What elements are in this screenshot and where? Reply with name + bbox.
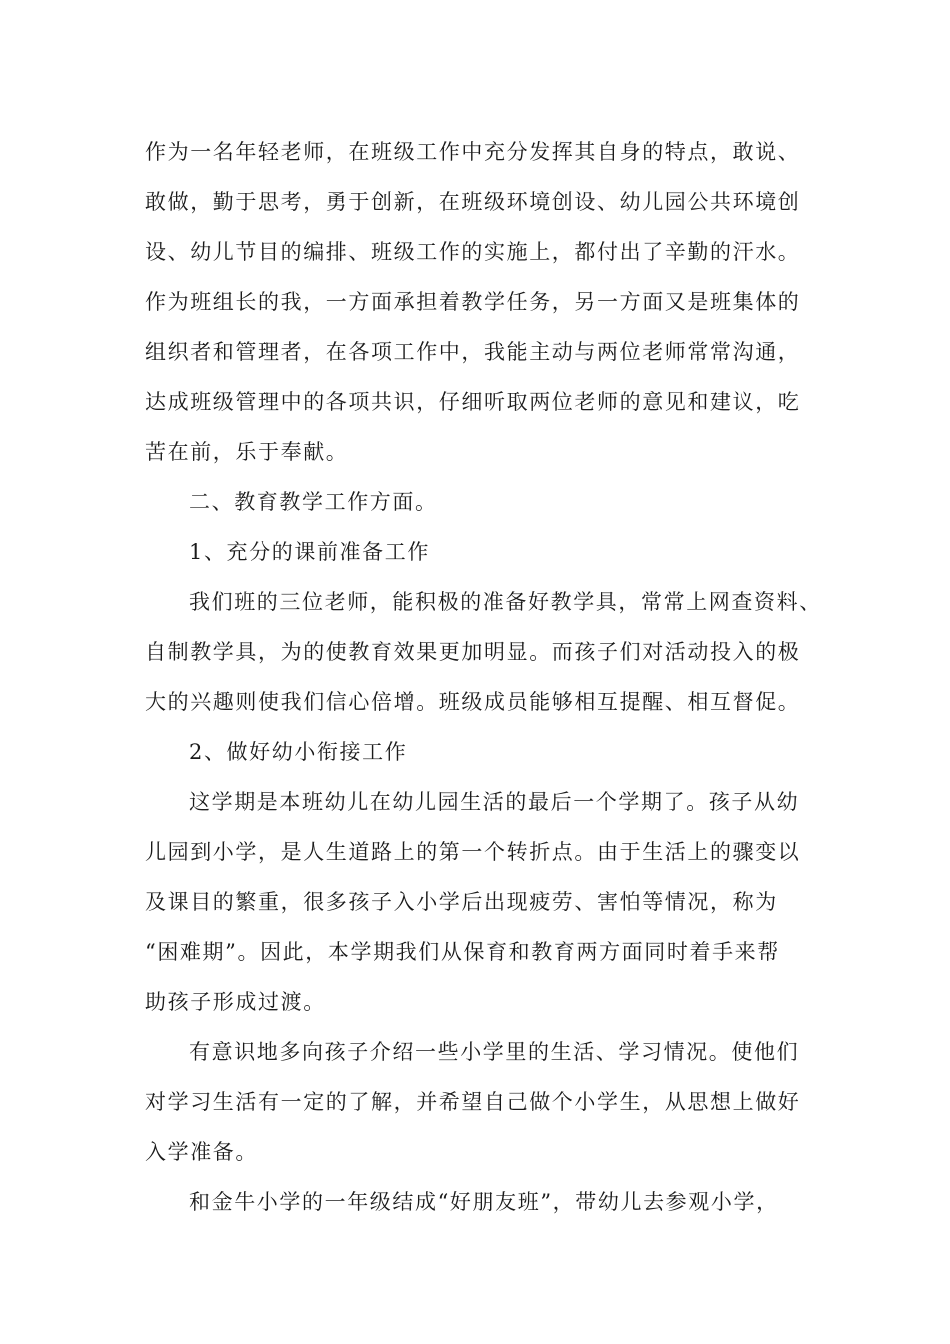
paragraph-line: 作为一名年轻老师，在班级工作中充分发挥其自身的特点，敢说、 bbox=[145, 140, 801, 164]
paragraph-line: 助孩子形成过渡。 bbox=[145, 990, 326, 1014]
paragraph-line: 有意识地多向孩子介绍一些小学里的生活、学习情况。使他们 bbox=[189, 1040, 800, 1064]
paragraph-line: 自制教学具，为的使教育效果更加明显。而孩子们对活动投入的极 bbox=[145, 640, 801, 664]
section-heading: 二、教育教学工作方面。 bbox=[189, 490, 438, 514]
subsection-heading: 2、做好幼小衔接工作 bbox=[189, 740, 408, 764]
paragraph-line: 达成班级管理中的各项共识，仔细听取两位老师的意见和建议，吃 bbox=[145, 390, 801, 414]
paragraph-line: 设、幼儿节目的编排、班级工作的实施上，都付出了辛勤的汗水。 bbox=[145, 240, 801, 264]
paragraph-line: 作为班组长的我，一方面承担着教学任务，另一方面又是班集体的 bbox=[145, 290, 801, 314]
paragraph-line: 入学准备。 bbox=[145, 1140, 258, 1164]
subsection-heading: 1、充分的课前准备工作 bbox=[189, 540, 430, 564]
paragraph-line: 苦在前，乐于奉献。 bbox=[145, 440, 349, 464]
paragraph-line: 对学习生活有一定的了解，并希望自己做个小学生，从思想上做好 bbox=[145, 1090, 801, 1114]
paragraph-line: 这学期是本班幼儿在幼儿园生活的最后一个学期了。孩子从幼 bbox=[189, 790, 800, 814]
document-body bbox=[145, 127, 822, 1227]
paragraph-line: 及课目的繁重，很多孩子入小学后出现疲劳、害怕等情况，称为 bbox=[145, 890, 778, 914]
paragraph-line: 和金牛小学的一年级结成“好朋友班”，带幼儿去参观小学， bbox=[189, 1190, 779, 1214]
paragraph-line: 敢做，勤于思考，勇于创新，在班级环境创设、幼儿园公共环境创 bbox=[145, 190, 801, 214]
paragraph-line: 我们班的三位老师，能积极的准备好教学具，常常上网查资料、 bbox=[189, 590, 822, 614]
paragraph-line: 儿园到小学，是人生道路上的第一个转折点。由于生活上的骤变以 bbox=[145, 840, 801, 864]
paragraph-line: 大的兴趣则使我们信心倍增。班级成员能够相互提醒、相互督促。 bbox=[145, 690, 801, 714]
paragraph-line: “困难期”。因此，本学期我们从保育和教育两方面同时着手来帮 bbox=[145, 940, 780, 964]
paragraph-line: 组织者和管理者，在各项工作中，我能主动与两位老师常常沟通， bbox=[145, 340, 801, 364]
